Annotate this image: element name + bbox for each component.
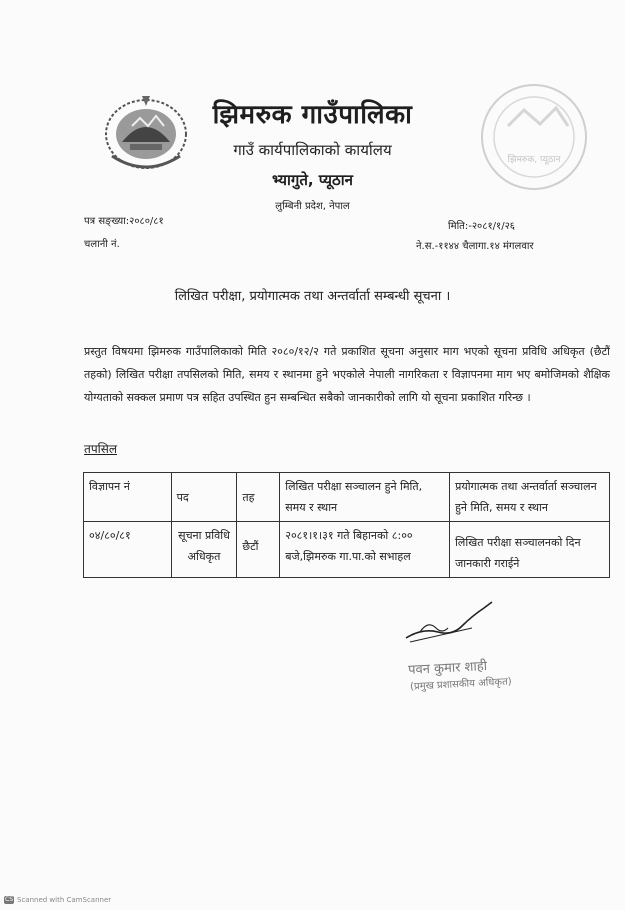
col-header-practical-interview: प्रयोगात्मक तथा अन्तर्वार्ता सञ्चालन हुने मिति, समय र स्थान [450, 473, 610, 522]
col-header-written-exam: लिखित परीक्षा सञ्चालन हुने मिति, समय र स्थान [280, 473, 450, 522]
details-label: तपसिल [84, 442, 118, 456]
table-row [84, 522, 610, 578]
cell-practical-interview: लिखित परीक्षा सञ्चालनको दिन जानकारी गराईने [450, 522, 610, 578]
cell-written-exam: २०८१।१।३१ गते बिहानको ८:०० बजे,झिमरुक गा.पा.को सभाहल [280, 522, 450, 578]
letter-number: पत्र सङ्ख्या:२०८०/८१ [84, 216, 164, 227]
nepal-sambat-date: ने.स.-११४४ चैलागा.१४ मंगलवार [416, 241, 534, 252]
signature-icon [402, 598, 502, 646]
scanner-watermark [4, 896, 111, 904]
stamp-text: झिमरुक, प्यूठान [507, 155, 561, 165]
col-header-ad-no: विज्ञापन नं [84, 473, 172, 522]
dispatch-number: चलानी नं. [84, 239, 120, 250]
notice-body: प्रस्तुत विषयमा झिमरुक गाउँपालिकाको मिति २०८०/१२/२ गते प्रकाशित सूचना अनुसार माग भएको सूचना प्रविधि अधिकृत (छैटौं तहको) लिखित परीक्षा तपसिलको मिति, समय र स्थानमा हुने भएकोले नेपाली नागरिकता र विज्ञापनमा माग भए बमोजिमको शैक्षिक योग्यताको सक्कल प्रमाण पत्र सहित उपस्थित हुन सम्बन्धित सबैको जानकारीको लागि यो सूचना प्रकाशित गरिन्छ । [84, 345, 610, 404]
notice-subject: लिखित परीक्षा, प्रयोगात्मक तथा अन्तर्वार्ता सम्बन्धी सूचना । [174, 289, 451, 304]
province-line: लुम्बिनी प्रदेश, नेपाल [275, 201, 350, 212]
col-header-post: पद [171, 473, 237, 522]
signatory-title: (प्रमुख प्रशासकीय अधिकृत) [409, 676, 512, 693]
signatory-name: पवन कुमार शाही [407, 658, 488, 679]
col-header-level: तह [237, 473, 280, 522]
table-header-row [84, 473, 610, 522]
org-name: झिमरुक गाउँपालिका [212, 100, 413, 130]
cell-post: सूचना प्रविधि अधिकृत [171, 522, 237, 578]
camscanner-logo-icon: CS [5, 896, 13, 903]
office-name: गाउँ कार्यपालिकाको कार्यालय [233, 141, 392, 159]
scanner-text: Scanned with CamScanner [17, 896, 112, 904]
exam-schedule-table [83, 472, 610, 578]
letter-date: मिति:-२०८१/१/२६ [448, 221, 515, 232]
cell-ad-no: ०४/८०/८१ [84, 522, 172, 578]
cell-level: छैटौं [237, 522, 280, 578]
office-location: भ्यागुते, प्यूठान [272, 171, 353, 189]
